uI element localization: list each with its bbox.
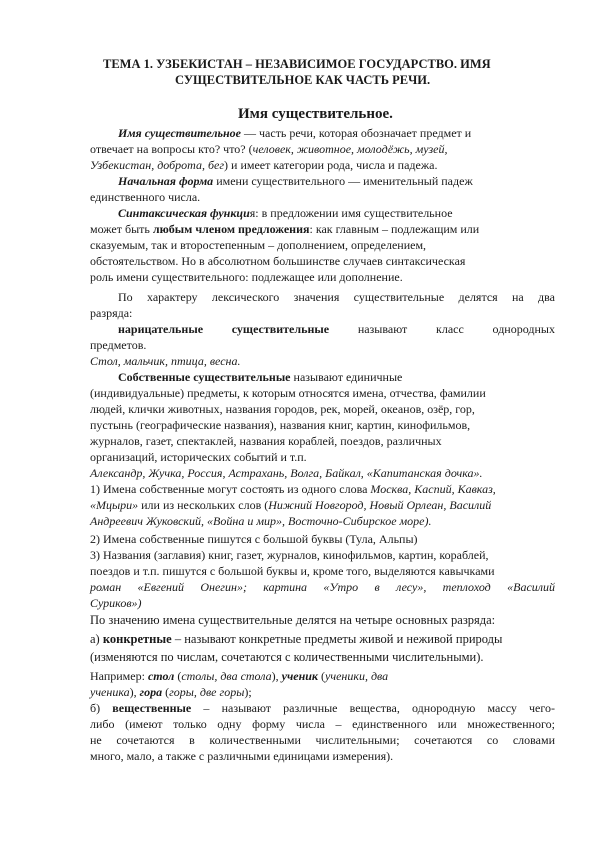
term-syntax-function: Синтаксическая функци <box>118 206 250 220</box>
meaning-line: б) вещественные – называют различные вещества, однородную массу чего- <box>90 701 556 715</box>
initial-form-line: Начальная форма имени существительного — именительный падеж <box>118 174 473 188</box>
proper-noun-line: Собственные существительные называют единичные <box>118 370 403 384</box>
syntax-line: Синтаксическая функция: в предложении имя существительное <box>118 206 453 220</box>
meaning-line: (изменяются по числам, сочетаются с количественными числительными). <box>90 650 484 664</box>
list-item: «Мцыри» или из нескольких слов (Нижний Новгород, Новый Орлеан, Василий <box>90 498 492 512</box>
lexical-line: разряда: <box>90 306 133 320</box>
list-item: 3) Названия (заглавия) книг, газет, журналов, кинофильмов, картин, кораблей, <box>90 548 489 562</box>
term-proper: Собственные существительные <box>118 370 291 384</box>
term-concrete: конкретные <box>102 632 172 646</box>
term-common: нарицательные <box>118 322 204 336</box>
proper-noun-line: пустынь (географические названия), названия книг, картин, кинофильмов, <box>90 418 471 432</box>
definition-line: Узбекистан, доброта, бег) и имеет категории рода, числа и падежа. <box>90 158 438 172</box>
definition-line: Имя существительное — часть речи, которая обозначает предмет и <box>118 126 472 140</box>
list-item: 1) Имена собственные могут состоять из одного слова Москва, Каспий, Кавказ, <box>90 482 496 496</box>
example-line: ученика), гора (горы, две горы); <box>90 685 252 699</box>
meaning-line: а) конкретные – называют конкретные предметы живой и неживой природы <box>90 632 503 646</box>
example-line: Александр, Жучка, Россия, Астрахань, Волга, Байкал, «Капитанская дочка». <box>90 466 483 480</box>
common-noun-line: нарицательные существительные называют класс однородных <box>118 322 555 336</box>
list-item: поездов и т.п. пишутся с большой буквы и, кроме того, выделяются кавычками <box>90 564 495 578</box>
example-line: Например: стол (столы, два стола), ученик (ученики, два <box>90 669 389 683</box>
meaning-line: либо (имеют только одну форму числа – единственного или множественного; <box>90 717 555 731</box>
proper-noun-line: (индивидуальные) предметы, к которым относятся имена, отчества, фамилии <box>90 386 486 400</box>
proper-noun-line: людей, клички животных, названия городов, рек, морей, океанов, озёр, гор, <box>90 402 475 416</box>
meaning-line: много, мало, а также с различными единицами измерения). <box>90 749 394 763</box>
syntax-line: обстоятельством. Но в абсолютном большинстве случаев синтаксическая <box>90 254 466 268</box>
list-item: Суриков») <box>90 596 142 610</box>
proper-noun-line: организаций, исторических событий и т.п. <box>90 450 307 464</box>
syntax-line: сказуемым, так и второстепенным – дополнением, определением, <box>90 238 427 252</box>
section-heading: Имя существительное. <box>238 106 393 122</box>
lexical-line: предметов. <box>90 338 147 352</box>
proper-noun-line: журналов, газет, спектаклей, названия кораблей, поездов, различных <box>90 434 442 448</box>
term-nouns: существительные <box>231 322 330 336</box>
example-line: Стол, мальчик, птица, весна. <box>90 354 241 368</box>
list-item: Андреевич Жуковский, «Война и мир», Восточно-Сибирское море). <box>90 514 432 528</box>
title-line-1: ТЕМА 1. УЗБЕКИСТАН – НЕЗАВИСИМОЕ ГОСУДАРСТВО. ИМЯ <box>103 57 491 71</box>
list-item: роман «Евгений Онегин»; картина «Утро в лесу», теплоход «Василий <box>90 580 555 594</box>
initial-form-line: единственного числа. <box>90 190 201 204</box>
term-initial-form: Начальная форма <box>118 174 214 188</box>
term-noun: Имя существительное <box>118 126 241 140</box>
term-material: вещественные <box>112 701 192 715</box>
lexical-line: По характеру лексического значения существительные делятся на два <box>118 290 555 304</box>
meaning-line: По значению имена существительные делятся на четыре основных разряда: <box>90 613 496 627</box>
syntax-line: роль имени существительного: подлежащее или дополнение. <box>90 270 403 284</box>
meaning-line: не сочетаются в количественными числительными; сочетаются со словами <box>90 733 555 747</box>
list-item: 2) Имена собственные пишутся с большой буквы (Тула, Альпы) <box>90 532 418 546</box>
syntax-line: может быть любым членом предложения: как главным – подлежащим или <box>90 222 480 236</box>
title-line-2: СУЩЕСТВИТЕЛЬНОЕ КАК ЧАСТЬ РЕЧИ. <box>175 73 431 87</box>
definition-line: отвечает на вопросы кто? что? (человек, животное, молодёжь, музей, <box>90 142 448 156</box>
